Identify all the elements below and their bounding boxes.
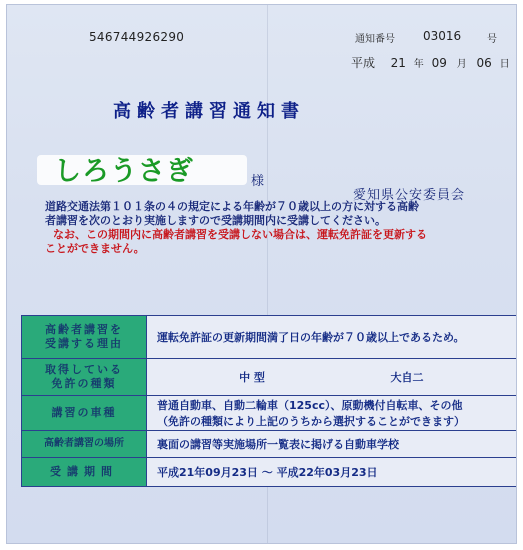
table-row-vehicle xyxy=(22,396,517,431)
period-value: 平成21年09月23日 ～ 平成22年03月23日 xyxy=(147,458,517,487)
place-value: 裏面の講習等実施場所一覧表に掲げる自動車学校 xyxy=(147,431,517,458)
body-line: 者講習を次のとおり実施しますので受講期間内に受講してください。 xyxy=(45,214,386,227)
reason-header: 高齢者講習を 受講する理由 xyxy=(22,316,147,359)
notice-number: 03016 xyxy=(423,29,462,43)
place-header: 高齢者講習の場所 xyxy=(22,431,147,458)
vehicle-value: 普通自動車、自動二輪車（125cc）、原動機付自転車、その他 （免許の種類により上記のうちから選択することができます） xyxy=(147,396,517,431)
table-row-place xyxy=(22,431,517,458)
serial-number: 546744926290 xyxy=(89,30,185,44)
table-row-reason xyxy=(22,316,517,359)
date-month-unit: 月 xyxy=(456,59,467,70)
body-line: 道路交通法第１０１条の４の規定による年齢が７０歳以上の方に対する高齢 xyxy=(45,200,419,213)
date-day: 06 xyxy=(476,56,492,70)
notice-document xyxy=(6,4,517,544)
license-type-1: 中 型 xyxy=(239,371,265,384)
date-era: 平成 xyxy=(351,56,376,70)
date-year: 21 xyxy=(390,56,406,70)
body-text xyxy=(45,200,501,256)
issue-date xyxy=(351,54,510,71)
reason-value: 運転免許証の更新期間満了日の年齢が７０歳以上であるため。 xyxy=(147,316,517,359)
notice-number-suffix: 号 xyxy=(487,34,497,45)
license-value xyxy=(147,359,517,396)
license-header: 取得している 免許の種類 xyxy=(22,359,147,396)
warning-line: なお、この期間内に高齢者講習を受講しない場合は、運転免許証を更新する xyxy=(53,228,427,241)
warning-line: ことができません。 xyxy=(45,242,145,255)
document-title: 高齢者講習通知書 xyxy=(113,101,305,122)
vehicle-header: 講習の車種 xyxy=(22,396,147,431)
honorific: 様 xyxy=(251,174,265,189)
period-header: 受講期間 xyxy=(22,458,147,487)
date-year-unit: 年 xyxy=(413,59,424,70)
date-day-unit: 日 xyxy=(499,59,510,70)
date-month: 09 xyxy=(431,56,447,70)
notice-number-label: 通知番号 xyxy=(355,34,395,45)
license-type-2: 大自二 xyxy=(390,371,424,384)
issuing-authority: 愛知県公安委員会 xyxy=(353,188,466,203)
info-table xyxy=(21,315,517,487)
table-row-period xyxy=(22,458,517,487)
table-row-license xyxy=(22,359,517,396)
recipient-name: しろうさぎ xyxy=(54,156,194,187)
